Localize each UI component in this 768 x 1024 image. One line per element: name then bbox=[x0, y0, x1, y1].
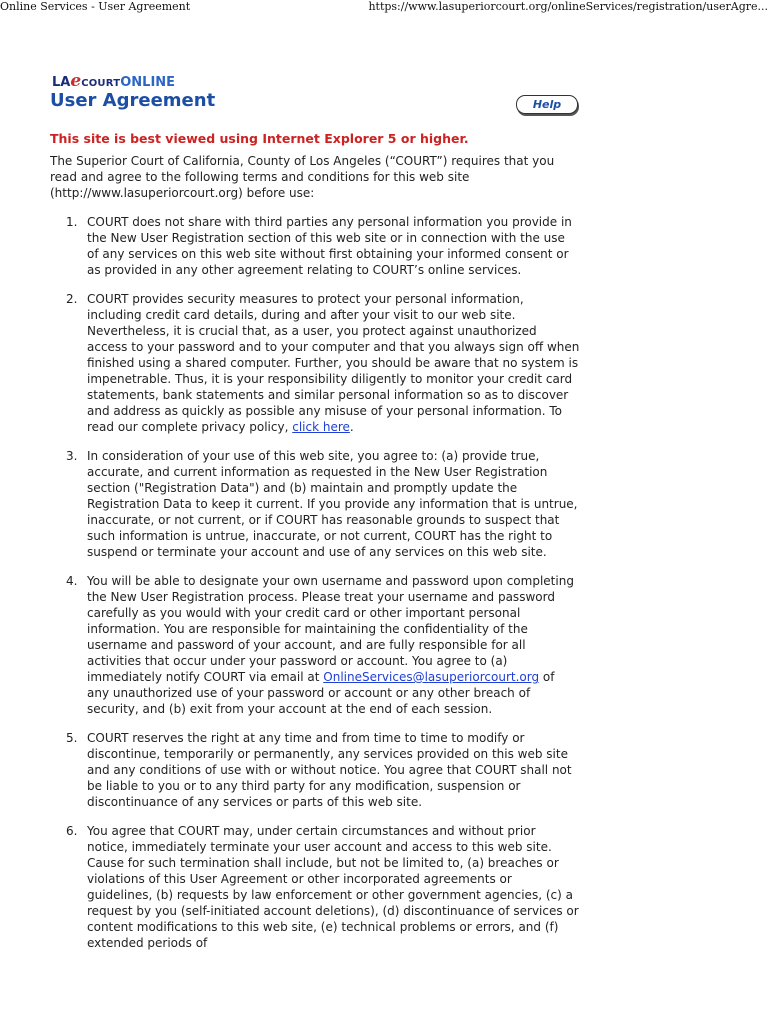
term-text: COURT does not share with third parties any personal information you provide in the New User Registration section of this web site or in connection with the use of any services on this web site without first obtaining your informed consent or as provided in any other agreement relating to COURT’s online services. bbox=[87, 215, 572, 277]
help-button[interactable]: Help bbox=[516, 95, 578, 114]
term-text: COURT provides security measures to protect your personal information, including credit card details, during and after your visit to our web site. Nevertheless, it is crucial that, as a user, you protect against unauthorized access to your password and to your computer and that you always sign off when finished using a shared computer. Further, you should be aware that no system is impenetrable. Thus, it is your responsibility diligently to monitor your credit card statements, bank statements and similar personal information so as to discover and address as quickly as possible any misuse of your personal information. To read our complete privacy policy, bbox=[87, 292, 580, 434]
term-text: You agree that COURT may, under certain circumstances and without prior notice, immediately terminate your user account and access to this web site. Cause for such termination shall include, but not be limited to, (a) breaches or violations of this User Agreement or other incorporated agreements or guidelines, (b) requests by law enforcement or other government agencies, (c) a request by you (self-initiated account deletions), (d) discontinuance of services or content modifications to this web site, (e) technical problems or errors, and (f) extended periods of bbox=[87, 824, 579, 950]
term-text: In consideration of your use of this web site, you agree to: (a) provide true, accurate, and current information as requested in the New User Registration section ("Registration Data") and (b) maintain and promptly update the Registration Data to keep it current. If you provide any information that is untrue, inaccurate, or not current, or if COURT has reasonable grounds to suspect that such information is untrue, inaccurate, or not current, COURT has the right to suspend or terminate your account and use of any services on this web site. bbox=[87, 449, 578, 559]
term-text-end: of any unauthorized use of your password or account or any other breach of security, and (b) exit from your account at the end of each session. bbox=[87, 670, 555, 716]
logo-la: LA bbox=[52, 75, 71, 90]
term-item-3 bbox=[66, 448, 580, 560]
terms-list bbox=[50, 214, 580, 951]
page-title: User Agreement bbox=[50, 90, 216, 111]
term-number: 3. bbox=[66, 449, 78, 463]
intro-paragraph: The Superior Court of California, County of Los Angeles (“COURT”) requires that you read and agree to the following terms and conditions for this web site (http://www.lasuperiorcourt.org) before use: bbox=[50, 154, 555, 200]
logo-court: COURT bbox=[81, 78, 121, 89]
email-link[interactable]: OnlineServices@lasuperiorcourt.org bbox=[323, 670, 540, 684]
print-header-title: Online Services - User Agreement bbox=[0, 0, 191, 13]
term-item-6 bbox=[66, 823, 580, 951]
print-header-url: https://www.lasuperiorcourt.org/onlineServices/registration/userAgre... bbox=[368, 0, 768, 13]
term-item-5 bbox=[66, 730, 580, 810]
term-text: You will be able to designate your own username and password upon completing the New User Registration process. Please treat your username and password carefully as you would with your credit card or other important personal information. You are responsible for maintaining the confidentiality of the username and password of your account, and are fully responsible for all activities that occur under your password or account. You agree to (a) immediately notify COURT via email at bbox=[87, 574, 574, 684]
term-item-2 bbox=[66, 291, 580, 435]
term-number: 4. bbox=[66, 574, 78, 588]
term-item-4 bbox=[66, 573, 580, 717]
term-number: 2. bbox=[66, 292, 78, 306]
logo-online: ONLINE bbox=[120, 75, 176, 90]
term-item-1 bbox=[66, 214, 580, 278]
term-number: 1. bbox=[66, 215, 78, 229]
logo-e: e bbox=[70, 71, 82, 91]
term-text-end: . bbox=[349, 420, 354, 434]
browser-notice: This site is best viewed using Internet Explorer 5 or higher. bbox=[50, 131, 469, 146]
la-court-online-logo[interactable] bbox=[52, 72, 175, 90]
print-header bbox=[0, 0, 768, 14]
term-number: 6. bbox=[66, 824, 78, 838]
term-number: 5. bbox=[66, 731, 78, 745]
privacy-policy-link[interactable]: click here bbox=[292, 420, 350, 434]
agreement-content bbox=[50, 153, 580, 964]
term-text: COURT reserves the right at any time and from time to time to modify or discontinue, temporarily or permanently, any services provided on this web site and any conditions of use with or without notice. You agree that COURT shall not be liable to you or to any third party for any modification, suspension or discontinuance of any services or parts of this web site. bbox=[87, 731, 572, 809]
